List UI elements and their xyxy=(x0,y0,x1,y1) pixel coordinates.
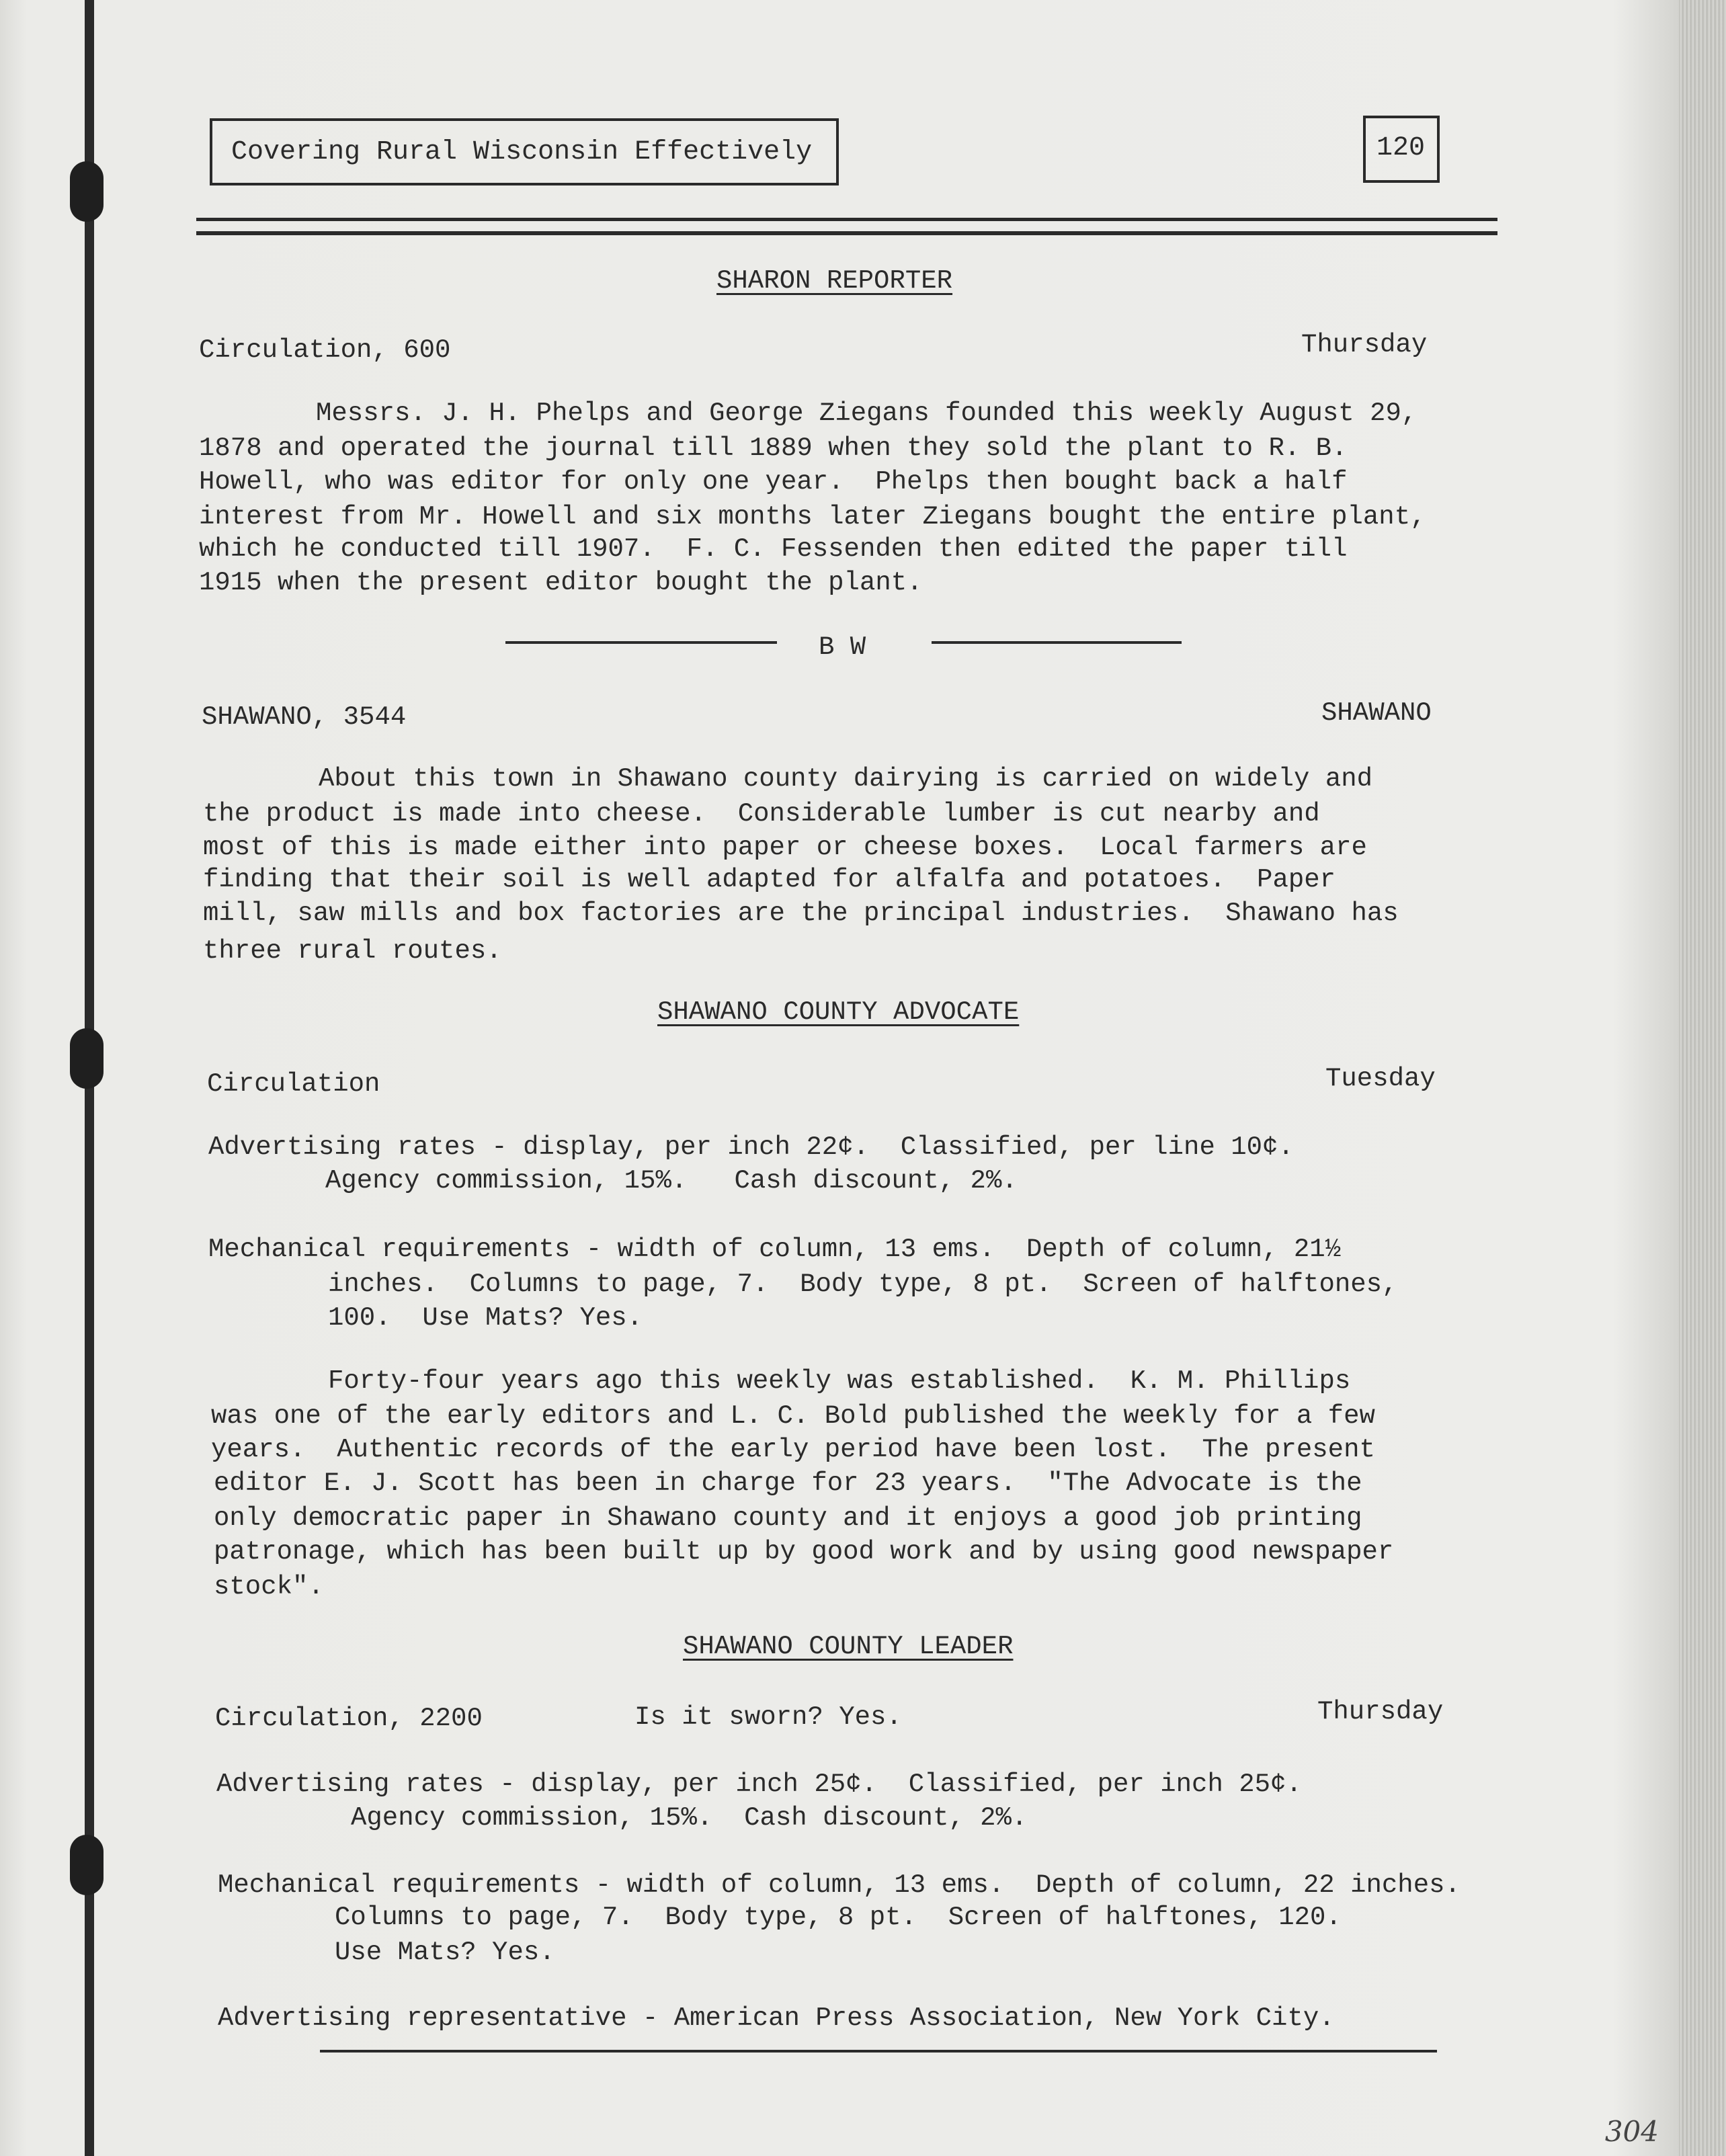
paragraph-line: three rural routes. xyxy=(203,936,502,966)
paragraph-line: mill, saw mills and box factories are the principal industries. Shawano has xyxy=(203,899,1399,928)
paragraph-line: 1915 when the present editor bought the plant. xyxy=(199,568,923,597)
paragraph-line: only democratic paper in Shawano county and it enjoys a good job printing xyxy=(214,1503,1362,1533)
shawano-town-name: SHAWANO, 3544 xyxy=(202,702,407,732)
paragraph-line: the product is made into cheese. Considerable lumber is cut nearby and xyxy=(203,799,1320,829)
paragraph-line: About this town in Shawano county dairying is carried on widely and xyxy=(319,764,1373,794)
page-number: 120 xyxy=(1376,133,1426,163)
advocate-heading: SHAWANO COUNTY ADVOCATE xyxy=(657,997,1020,1027)
leader-representative: Advertising representative - American Press Association, New York City. xyxy=(218,2003,1335,2033)
header-rule-bottom xyxy=(196,231,1497,235)
header-title: Covering Rural Wisconsin Effectively xyxy=(231,137,813,167)
paragraph-line: 1878 and operated the journal till 1889 when they sold the plant to R. B. xyxy=(199,433,1348,463)
paragraph-line: finding that their soil is well adapted for alfalfa and potatoes. Paper xyxy=(203,865,1336,895)
paragraph-line: Agency commission, 15%. Cash discount, 2%. xyxy=(351,1803,1028,1833)
sharon-reporter-heading: SHARON REPORTER xyxy=(716,266,953,296)
separator-initials: B W xyxy=(819,632,866,662)
paragraph-line: patronage, which has been built up by good work and by using good newspaper xyxy=(214,1537,1394,1567)
leader-sworn: Is it sworn? Yes. xyxy=(634,1702,902,1732)
paragraph-line: which he conducted till 1907. F. C. Fessenden then edited the paper till xyxy=(199,534,1348,564)
page-number-box xyxy=(1363,116,1440,183)
sharon-circulation: Circulation, 600 xyxy=(199,335,451,365)
paragraph-line: Mechanical requirements - width of column, 13 ems. Depth of column, 22 inches. xyxy=(218,1870,1461,1900)
separator-rule-left xyxy=(505,641,777,644)
paragraph-line: was one of the early editors and L. C. Bold published the weekly for a few xyxy=(211,1401,1375,1431)
page-stack-edge xyxy=(1679,0,1726,2156)
paragraph-line: Columns to page, 7. Body type, 8 pt. Screen of halftones, 120. xyxy=(335,1903,1342,1932)
paragraph-line: interest from Mr. Howell and six months later Ziegans bought the entire plant, xyxy=(199,502,1426,532)
paragraph-line: Howell, who was editor for only one year. Phelps then bought back a half xyxy=(199,467,1348,497)
punch-hole-middle xyxy=(70,1028,104,1089)
paragraph-line: Advertising rates - display, per inch 22¢. Classified, per line 10¢. xyxy=(208,1132,1294,1162)
shawano-county-name: SHAWANO xyxy=(1321,698,1432,728)
paragraph-line: most of this is made either into paper or cheese boxes. Local farmers are xyxy=(203,833,1367,862)
paragraph-line: Agency commission, 15%. Cash discount, 2%. xyxy=(325,1166,1018,1196)
paragraph-line: inches. Columns to page, 7. Body type, 8 pt. Screen of halftones, xyxy=(328,1270,1398,1299)
margin-note: 304 xyxy=(1604,2115,1659,2148)
paragraph-line: Forty-four years ago this weekly was established. K. M. Phillips xyxy=(328,1366,1351,1396)
separator-rule-right xyxy=(932,641,1182,644)
header-title-box xyxy=(210,118,839,185)
leader-day: Thursday xyxy=(1317,1697,1444,1727)
paragraph-line: Advertising rates - display, per inch 25¢. Classified, per inch 25¢. xyxy=(216,1770,1302,1799)
paragraph-line: 100. Use Mats? Yes. xyxy=(328,1303,643,1333)
paragraph-line: years. Authentic records of the early period have been lost. The present xyxy=(211,1435,1375,1464)
paragraph-line: Mechanical requirements - width of column, 13 ems. Depth of column, 21½ xyxy=(208,1235,1342,1264)
punch-hole-top xyxy=(70,161,104,222)
advocate-circulation: Circulation xyxy=(207,1069,380,1099)
sharon-day: Thursday xyxy=(1301,330,1428,360)
footer-rule xyxy=(320,2050,1437,2053)
advocate-day: Tuesday xyxy=(1325,1064,1436,1093)
header-rule-top xyxy=(196,218,1497,221)
paragraph-line: stock". xyxy=(214,1572,324,1602)
leader-heading: SHAWANO COUNTY LEADER xyxy=(683,1632,1014,1661)
leader-circulation: Circulation, 2200 xyxy=(215,1704,483,1733)
punch-hole-bottom xyxy=(70,1835,104,1895)
paragraph-line: Messrs. J. H. Phelps and George Ziegans founded this weekly August 29, xyxy=(316,399,1417,428)
paragraph-line: Use Mats? Yes. xyxy=(335,1938,555,1967)
paragraph-line: editor E. J. Scott has been in charge for 23 years. "The Advocate is the xyxy=(214,1468,1362,1498)
